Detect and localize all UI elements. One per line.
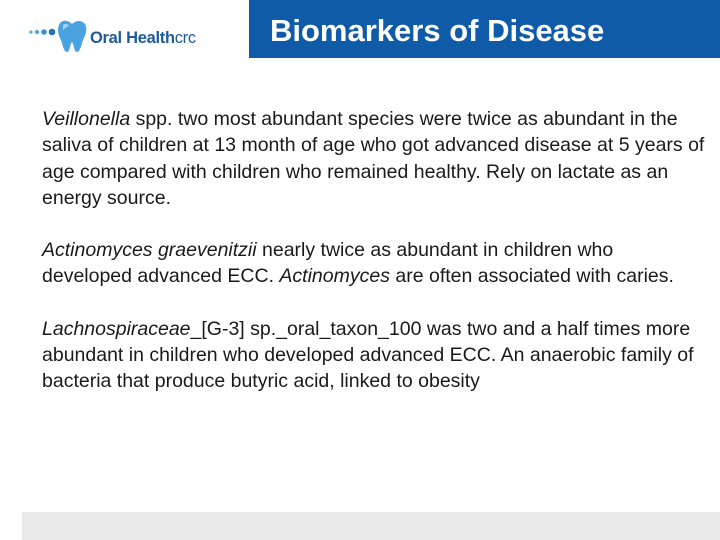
family-name: Lachnospiraceae — [42, 317, 191, 340]
logo-wordmark — [90, 29, 196, 48]
logo-brand-main: Oral Health — [90, 29, 175, 47]
paragraph-text: are often associated with caries. — [389, 265, 674, 288]
paragraph-lachnospiraceae — [42, 316, 707, 395]
slide-title: Biomarkers of Disease — [270, 13, 605, 48]
paragraph-text: spp. two most abundant species were twice as abundant in the saliva of children at 13 month of age who got advanced disease at 5 years of age compared with children who remained healthy. Rely on lactate as an energy source. — [42, 108, 705, 209]
slide-body — [42, 106, 707, 421]
footer-bar — [22, 512, 720, 540]
oral-health-crc-logo — [28, 18, 208, 58]
species-name: Actinomyces graevenitzii — [42, 239, 257, 262]
logo-brand-suffix: crc — [174, 29, 196, 47]
genus-name: Actinomyces — [279, 265, 390, 288]
paragraph-text: _[G-3] sp._oral_taxon_100 was two and a half times more abundant in children who developed advanced ECC. An anaerobic family of bacteria that produce butyric acid, linked to obesity — [42, 317, 694, 393]
paragraph-text: nearly twice as abundant in children who developed advanced ECC. — [42, 239, 614, 288]
paragraph-veillonella — [42, 106, 707, 211]
tooth-icon — [28, 18, 90, 58]
species-name: Veillonella — [42, 108, 131, 130]
paragraph-actinomyces — [42, 237, 707, 290]
